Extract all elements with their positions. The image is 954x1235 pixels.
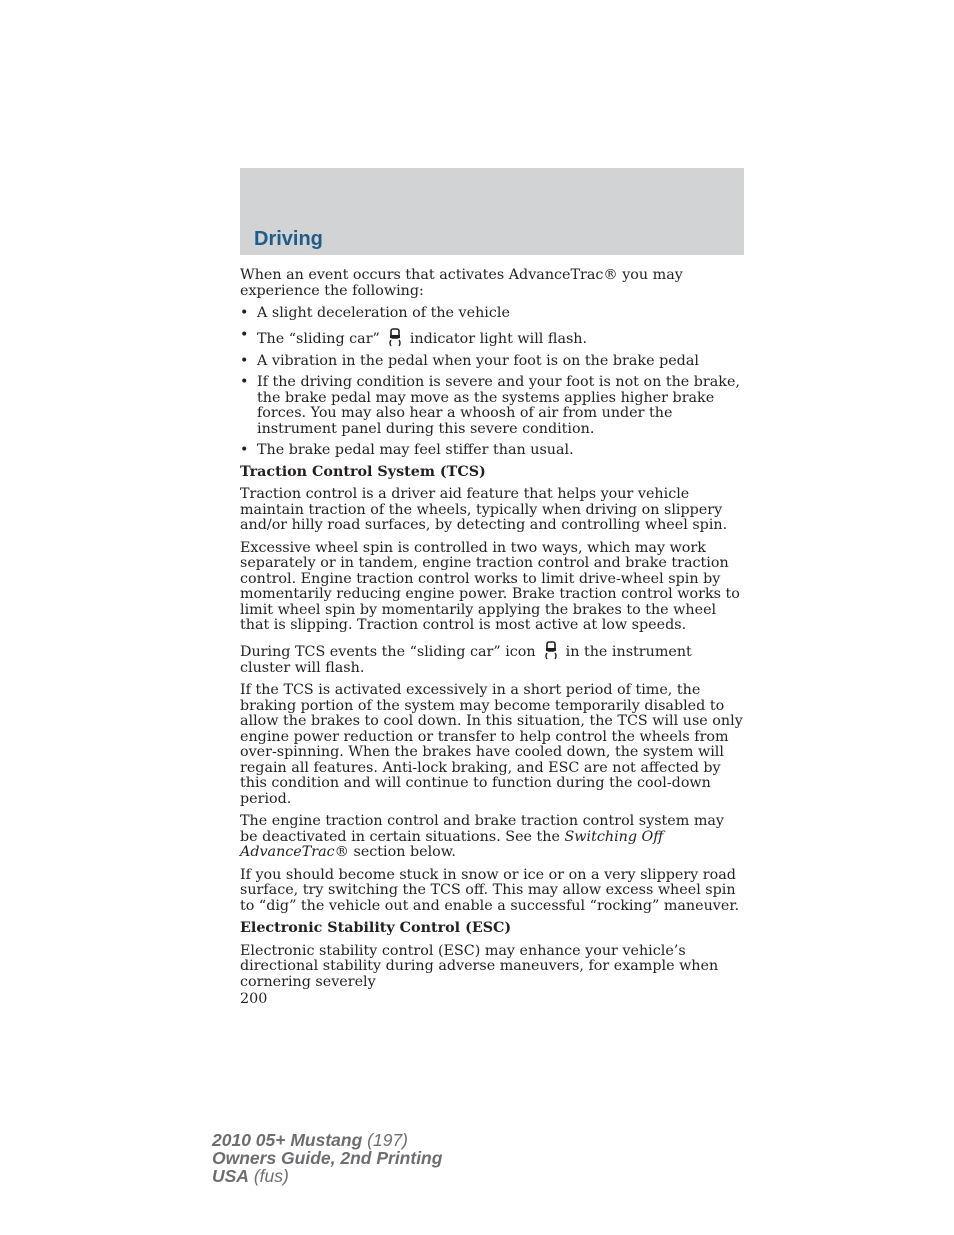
esc-heading: Electronic Stability Control (ESC) [240, 920, 512, 936]
tcs-paragraph-3 [240, 641, 746, 677]
tcs-paragraph-4: If the TCS is activated excessively in a short period of time, the braking portion of the system may become temporarily disabled to allow the brakes to cool down. In this situation, the TCS will use only engine power reduction or transfer to help control the wheels from over-spinning. When the brakes have cooled down, the system will regain all features. Anti-lock braking, and ESC are not affected by this condition and will continue to function during the cool-down period. [240, 682, 743, 807]
list-item-text: The brake pedal may feel stiffer than usual. [257, 442, 574, 458]
tcs-paragraph-6: If you should become stuck in snow or ice or on a very slippery road surface, try switching the TCS off. This may allow excess wheel spin to “dig” the vehicle out and enable a successful “rocking” maneuver. [240, 866, 740, 914]
footer-market: USA [212, 1166, 249, 1186]
list-item-text: A vibration in the pedal when your foot is on the brake pedal [257, 352, 699, 369]
tcs-paragraph-3-start: During TCS events the “sliding car” icon [240, 643, 536, 660]
list-item [240, 443, 746, 459]
intro-paragraph: When an event occurs that activates AdvanceTrac® you may experience the following: [240, 267, 683, 299]
list-item-text: A slight deceleration of the vehicle [257, 305, 510, 321]
bullet-marker: • [240, 374, 249, 390]
bullet-marker: • [240, 326, 249, 343]
tcs-paragraph-5-end: section below. [353, 844, 456, 860]
sliding-car-icon [387, 328, 403, 348]
footer-line-3 [212, 1167, 442, 1185]
sliding-car-icon [543, 641, 559, 661]
list-item [240, 354, 746, 370]
bullet-marker: • [240, 352, 249, 369]
footer-market-code: (fus) [253, 1166, 289, 1186]
tcs-paragraph-5-start: The engine traction control and brake traction control system may be deactivated in certain situations. See the [240, 813, 725, 845]
tcs-paragraph-1: Traction control is a driver aid feature that helps your vehicle maintain traction of the wheels, typically when driving on slippery and/or hilly road surfaces, by detecting and controlling wheel spin. [240, 486, 728, 533]
section-header-band [240, 168, 744, 255]
tcs-paragraph-3-end: in the instrument cluster will flash. [240, 643, 692, 676]
list-item [240, 375, 746, 437]
bullet-marker: • [240, 305, 249, 321]
footer-line-2 [212, 1149, 442, 1167]
footer-line-1 [212, 1131, 442, 1149]
tcs-heading: Traction Control System (TCS) [240, 463, 486, 480]
footer-model: 2010 05+ Mustang [212, 1130, 363, 1150]
document-footer [212, 1131, 442, 1185]
effects-list [240, 306, 746, 459]
list-item-text: If the driving condition is severe and your foot is not on the brake, the brake pedal may move as the systems applies higher brake forces. You may also hear a whoosh of air from under the instrument panel during this severe condition. [257, 374, 740, 437]
footer-model-code: (197) [367, 1130, 409, 1150]
list-item [240, 328, 746, 348]
page-number: 200 [240, 991, 268, 1007]
list-item [240, 306, 746, 322]
tcs-paragraph-2: Excessive wheel spin is controlled in two ways, which may work separately or in tandem, engine traction control and brake traction control. Engine traction control works to limit drive-wheel spin by momentarily reducing engine power. Brake traction control works to limit wheel spin by momentarily applying the brakes to the wheel that is slipping. Traction control is most active at low speeds. [240, 539, 740, 633]
tcs-paragraph-5 [240, 814, 746, 861]
page-content [240, 268, 746, 1015]
footer-printing: Owners Guide, 2nd Printing [212, 1148, 443, 1168]
list-item-text: The “sliding car” [257, 330, 380, 347]
section-title: Driving [254, 228, 323, 250]
cross-reference: Switching Off AdvanceTrac® [240, 828, 664, 860]
esc-paragraph-1: Electronic stability control (ESC) may enhance your vehicle’s directional stability during adverse maneuvers, for example when cornering severely [240, 942, 719, 990]
bullet-marker: • [240, 442, 249, 458]
list-item-text: indicator light will flash. [409, 330, 588, 347]
